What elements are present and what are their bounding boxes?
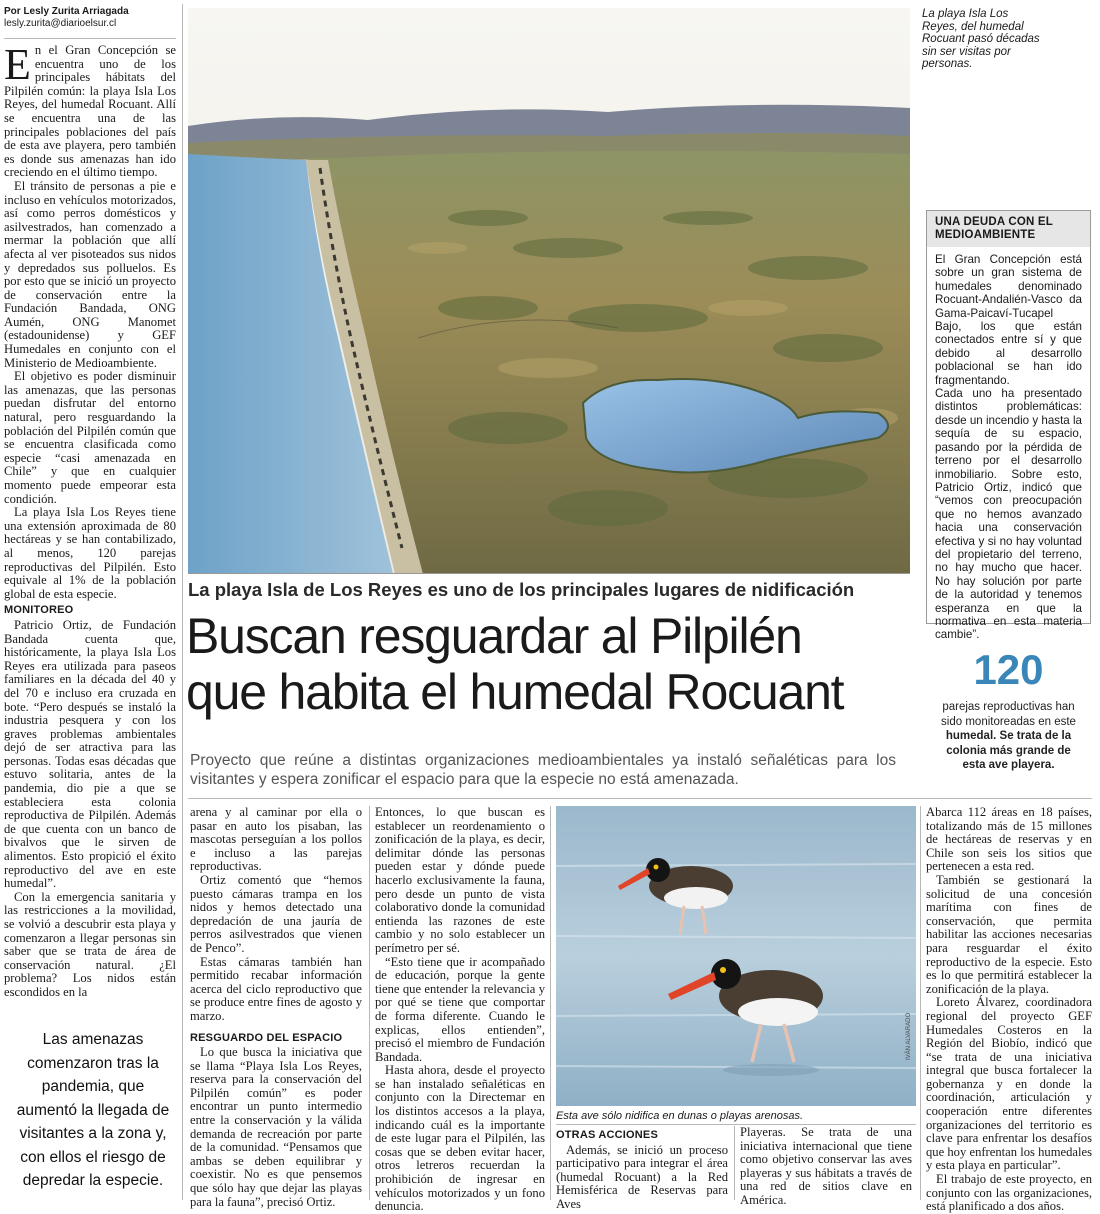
col1-paragraph-2: El tránsito de personas a pie e incluso en vehículos motorizados, así como perros domésticos y asilvestrados, han comenzado a mermar la población que allí afecta al ver pisoteados sus nidos y depredados sus polluelos. Es por esto que se inició un proyecto de conservación entre la Fundación Bandada, ONG Aumén, ONG Manomet (estadounidense) y GEF Humedales en conjunto con el Ministerio de Medioambiente. <box>4 178 176 370</box>
article-column-1 <box>4 40 176 1000</box>
photo-caption-top: La playa Isla Los Reyes, del humedal Rocuant pasó décadas sin ser visitas por personas. <box>922 8 1040 70</box>
col1-paragraph-6: Con la emergencia sanitaria y las restricciones a la movilidad, se volvió a descubrir esta playa y comenzaron a llegar personas sin saber que se trata de área de conservación natural. ¿El problema? Los nidos están escondidos en la <box>4 889 176 999</box>
article-column-2 <box>190 806 362 1209</box>
pull-quote: Las amenazas comenzaron tras la pandemia, que aumentó la llegada de visitantes a la zona y, con ellos el riesgo de depredar la especie. <box>16 1031 170 1189</box>
deck: Proyecto que reúne a distintas organizaciones medioambientales ya instaló señaléticas para los visitantes y espera zonificar el espacio para que la especie no está amenazada. <box>190 752 896 788</box>
sidebar-paragraph-1: El Gran Concepción está sobre un gran sistema de humedales denominado Rocuant-Andalién-Vasco da Gama-Paicaví-Tucapel Bajo, los que están conectados entre sí y que debido al desarrollo poblacional se han ido fragmentando. <box>935 253 1082 387</box>
col2-paragraph-2: Ortiz comentó que “hemos puesto cámaras trampa en los nidos y hemos detectado una depredación de una jauría de perros asilvestrados que vienen de Penco”. <box>190 872 362 955</box>
stat-number: 120 <box>973 646 1044 693</box>
article-column-6 <box>926 806 1092 1214</box>
byline-divider <box>4 38 176 39</box>
wetland-aerial-image <box>188 8 910 574</box>
col2-paragraph-3: Estas cámaras también han permitido recabar información acerca del ciclo reproductivo que se produce entre fines de agosto y marzo. <box>190 954 362 1023</box>
col3-paragraph-1: Entonces, lo que buscan es establecer un reordenamiento o zonificación de la playa, es decir, delimitar dónde las personas pueden estar y dónde puede hacerlo exclusivamente la fauna, pero desde un punto de vista colaborativo donde la comunidad entienda las razones de este cambio y no solo establecer un perímetro per sé. <box>375 805 545 955</box>
column-divider <box>920 806 921 1200</box>
stat-line-3: humedal. Se trata de la <box>945 730 1072 742</box>
byline-email: lesly.zurita@diarioelsur.cl <box>4 18 117 29</box>
col1-paragraph-4: La playa Isla Los Reyes tiene una extensión aproximada de 80 hectáreas y se han contabilizado, al menos, 120 parejas reproductivas del Pilpilén. Esto equivale al 1% de la población global de esta especie. <box>4 505 176 601</box>
photo-credit: IVÁN ALVARADO <box>906 1012 912 1060</box>
article-column-4 <box>556 1126 728 1212</box>
column-divider <box>369 806 370 1200</box>
col2-paragraph-1: arena y al caminar por ella o pasar en auto los pisaban, las mascotas perseguían a los pollos e incluso a las parejas reproductivas. <box>190 805 362 874</box>
byline-author: Por Lesly Zurita Arriagada <box>4 6 129 17</box>
bird-photo-caption: Esta ave sólo nidifica en dunas o playas arenosas. <box>556 1110 804 1122</box>
col6-paragraph-1: Abarca 112 áreas en 18 países, totalizando más de 15 millones de hectáreas de reservas y en Chile son seis los sitios que pertenecen a esta red. <box>926 805 1092 874</box>
col3-paragraph-2: “Esto tiene que ir acompañado de educación, porque la gente tiene que entender la relevancia y por qué se tiene que comportar de forma diferente. Cuando le explicas, ellos entienden”, precisó el miembro de Fundación Bandada. <box>375 954 545 1064</box>
byline <box>4 6 184 30</box>
stat-line-5: esta ave playera. <box>962 759 1055 771</box>
column-divider <box>182 4 183 1200</box>
col6-paragraph-2: También se gestionará la solicitud de una concesión marítima con fines de conservación, que permita habilitar las acciones necesarias para resguardar el éxito reproductivo de la especie. Esto es lo que permitirá establecer la zonificación de la playa. <box>926 872 1092 996</box>
col5-paragraph-1: Playeras. Se trata de una iniciativa internacional que tiene como objetivo conservar las aves playeras y sus hábitats a través de una red de sitios clave en América. <box>740 1125 912 1207</box>
bird-photo <box>556 806 916 1106</box>
stat-line-1: parejas reproductivas han <box>942 701 1075 713</box>
sidebar-box <box>926 210 1091 642</box>
column-divider <box>550 806 551 1200</box>
stat-line-4: colonia más grande de <box>946 744 1071 757</box>
stat-line-2: sido monitoreadas en este <box>941 715 1076 728</box>
col6-paragraph-3: Loreto Álvarez, coordinadora regional del proyecto GEF Humedales Costeros en la Región del Biobío, indicó que “se trata de una iniciativa integral que busca fortalecer la gobernanza y en donde la coordinación, articulación y cooperación entre diferentes organizaciones del territorio es clave para enfrentar los desafíos que hoy enfrentan los humedales y esta playa en particular”. <box>926 995 1092 1173</box>
col1-paragraph-1: n el Gran Concepción se encuentra uno de los principales hábitats del Pilpilén común: la playa Isla Los Reyes, del humedal Rocuant. Allí se encuentra una de las principales poblaciones del país de esta ave playera, pero también es donde sus amenazas han ido creciendo en el último tiempo. <box>4 43 176 180</box>
headline <box>186 608 926 720</box>
kicker: La playa Isla de Los Reyes es uno de los principales lugares de nidificación <box>188 579 855 600</box>
col2-paragraph-4: Lo que busca la iniciativa que se llama “Playa Isla Los Reyes, reserva para la conservación del Pilpilén común” es poder encontrar un punto intermedio entre la conservación y la válida demanda de recreación por parte de la comunidad. “Pensamos que ambas se deben equilibrar y coexistir. No es que pensemos que sólo hay que dejar las playas para la fauna”, precisó Ortiz. <box>190 1045 362 1209</box>
sidebar-body <box>927 247 1090 648</box>
sidebar-paragraph-2: Cada uno ha presentado distintos problemáticas: desde un incendio y hasta la sequía de su espacio, pasando por la pérdida de terreno por el desarrollo inmobiliario. Sobre esto, Patricio Ortiz, indicó que “vemos con preocupación que no hemos avanzado hacia una conservación efectiva y si no hay voluntad del propietario del terreno, no hay mucho que hacer. No hay solución por parte de la autoridad y tenemos esperanza en que la normativa en esta materia cambie”. <box>935 387 1082 642</box>
headline-line-1: Buscan resguardar al Pilpilén <box>186 608 802 664</box>
article-column-3 <box>375 806 545 1214</box>
drop-cap: E <box>4 40 31 89</box>
sidebar-title: UNA DEUDA CON EL MEDIOAMBIENTE <box>927 211 1090 247</box>
section-heading-resguardo: RESGUARDO DEL ESPACIO <box>190 1031 343 1044</box>
column-divider <box>734 1126 735 1200</box>
col6-paragraph-4: El trabajo de este proyecto, en conjunto con las organizaciones, está planificado a dos años. <box>926 1172 1092 1214</box>
section-heading-monitoreo: MONITOREO <box>4 604 74 617</box>
oystercatcher-image <box>556 806 916 1106</box>
article-column-5 <box>740 1126 912 1208</box>
col3-paragraph-3: Hasta ahora, desde el proyecto se han instalado señaléticas en conjunto con la Directemar en los distintos accesos a la playa, indicando cuál es la importante de este lugar para el Pilpilén, las cosas que se deben evitar hacer, otros letreros recuerdan la prohibición de ingresar en vehículos motorizados y un fono denuncia. <box>375 1063 545 1214</box>
col4-paragraph-1: Además, se inició un proceso participativo para integrar el área (humedal Rocuant) a la Red Hemisférica de Reservas para Aves <box>556 1142 728 1211</box>
section-heading-otras-acciones: OTRAS ACCIONES <box>556 1129 659 1141</box>
deck-divider <box>188 798 1092 799</box>
col1-paragraph-3: El objetivo es poder disminuir las amenazas, que las personas puedan disfrutar del entorno natural, pero resguardando la población del Pilpilén común que se encuentra clasificada como especie “casi amenazada en Chile” y que en cualquier momento puede empeorar esta condición. <box>4 369 176 506</box>
landscape-photo <box>188 8 910 574</box>
stat-description <box>926 700 1091 773</box>
headline-line-2: que habita el humedal Rocuant <box>186 664 844 720</box>
col1-paragraph-5: Patricio Ortiz, de Fundación Bandada cuenta que, históricamente, la playa Isla Los Reyes era utilizada para paseos familiares en la década del 40 y del 70 e incluso era cruzada en bote. “Pero después se instaló la industria pesquera y con los graves problemas ambientales dejó de ser atractiva para las personas. Todas esas décadas que estuvo solitaria, antes de la pandemia, dio pie a que se estableciera esta colonia reproductiva de Pilpilén. Además de que cuenta con un banco de bivalvos que le sirven de alimentos. Esto propició el éxito reproductivo del ave en este humedal”. <box>4 617 176 891</box>
